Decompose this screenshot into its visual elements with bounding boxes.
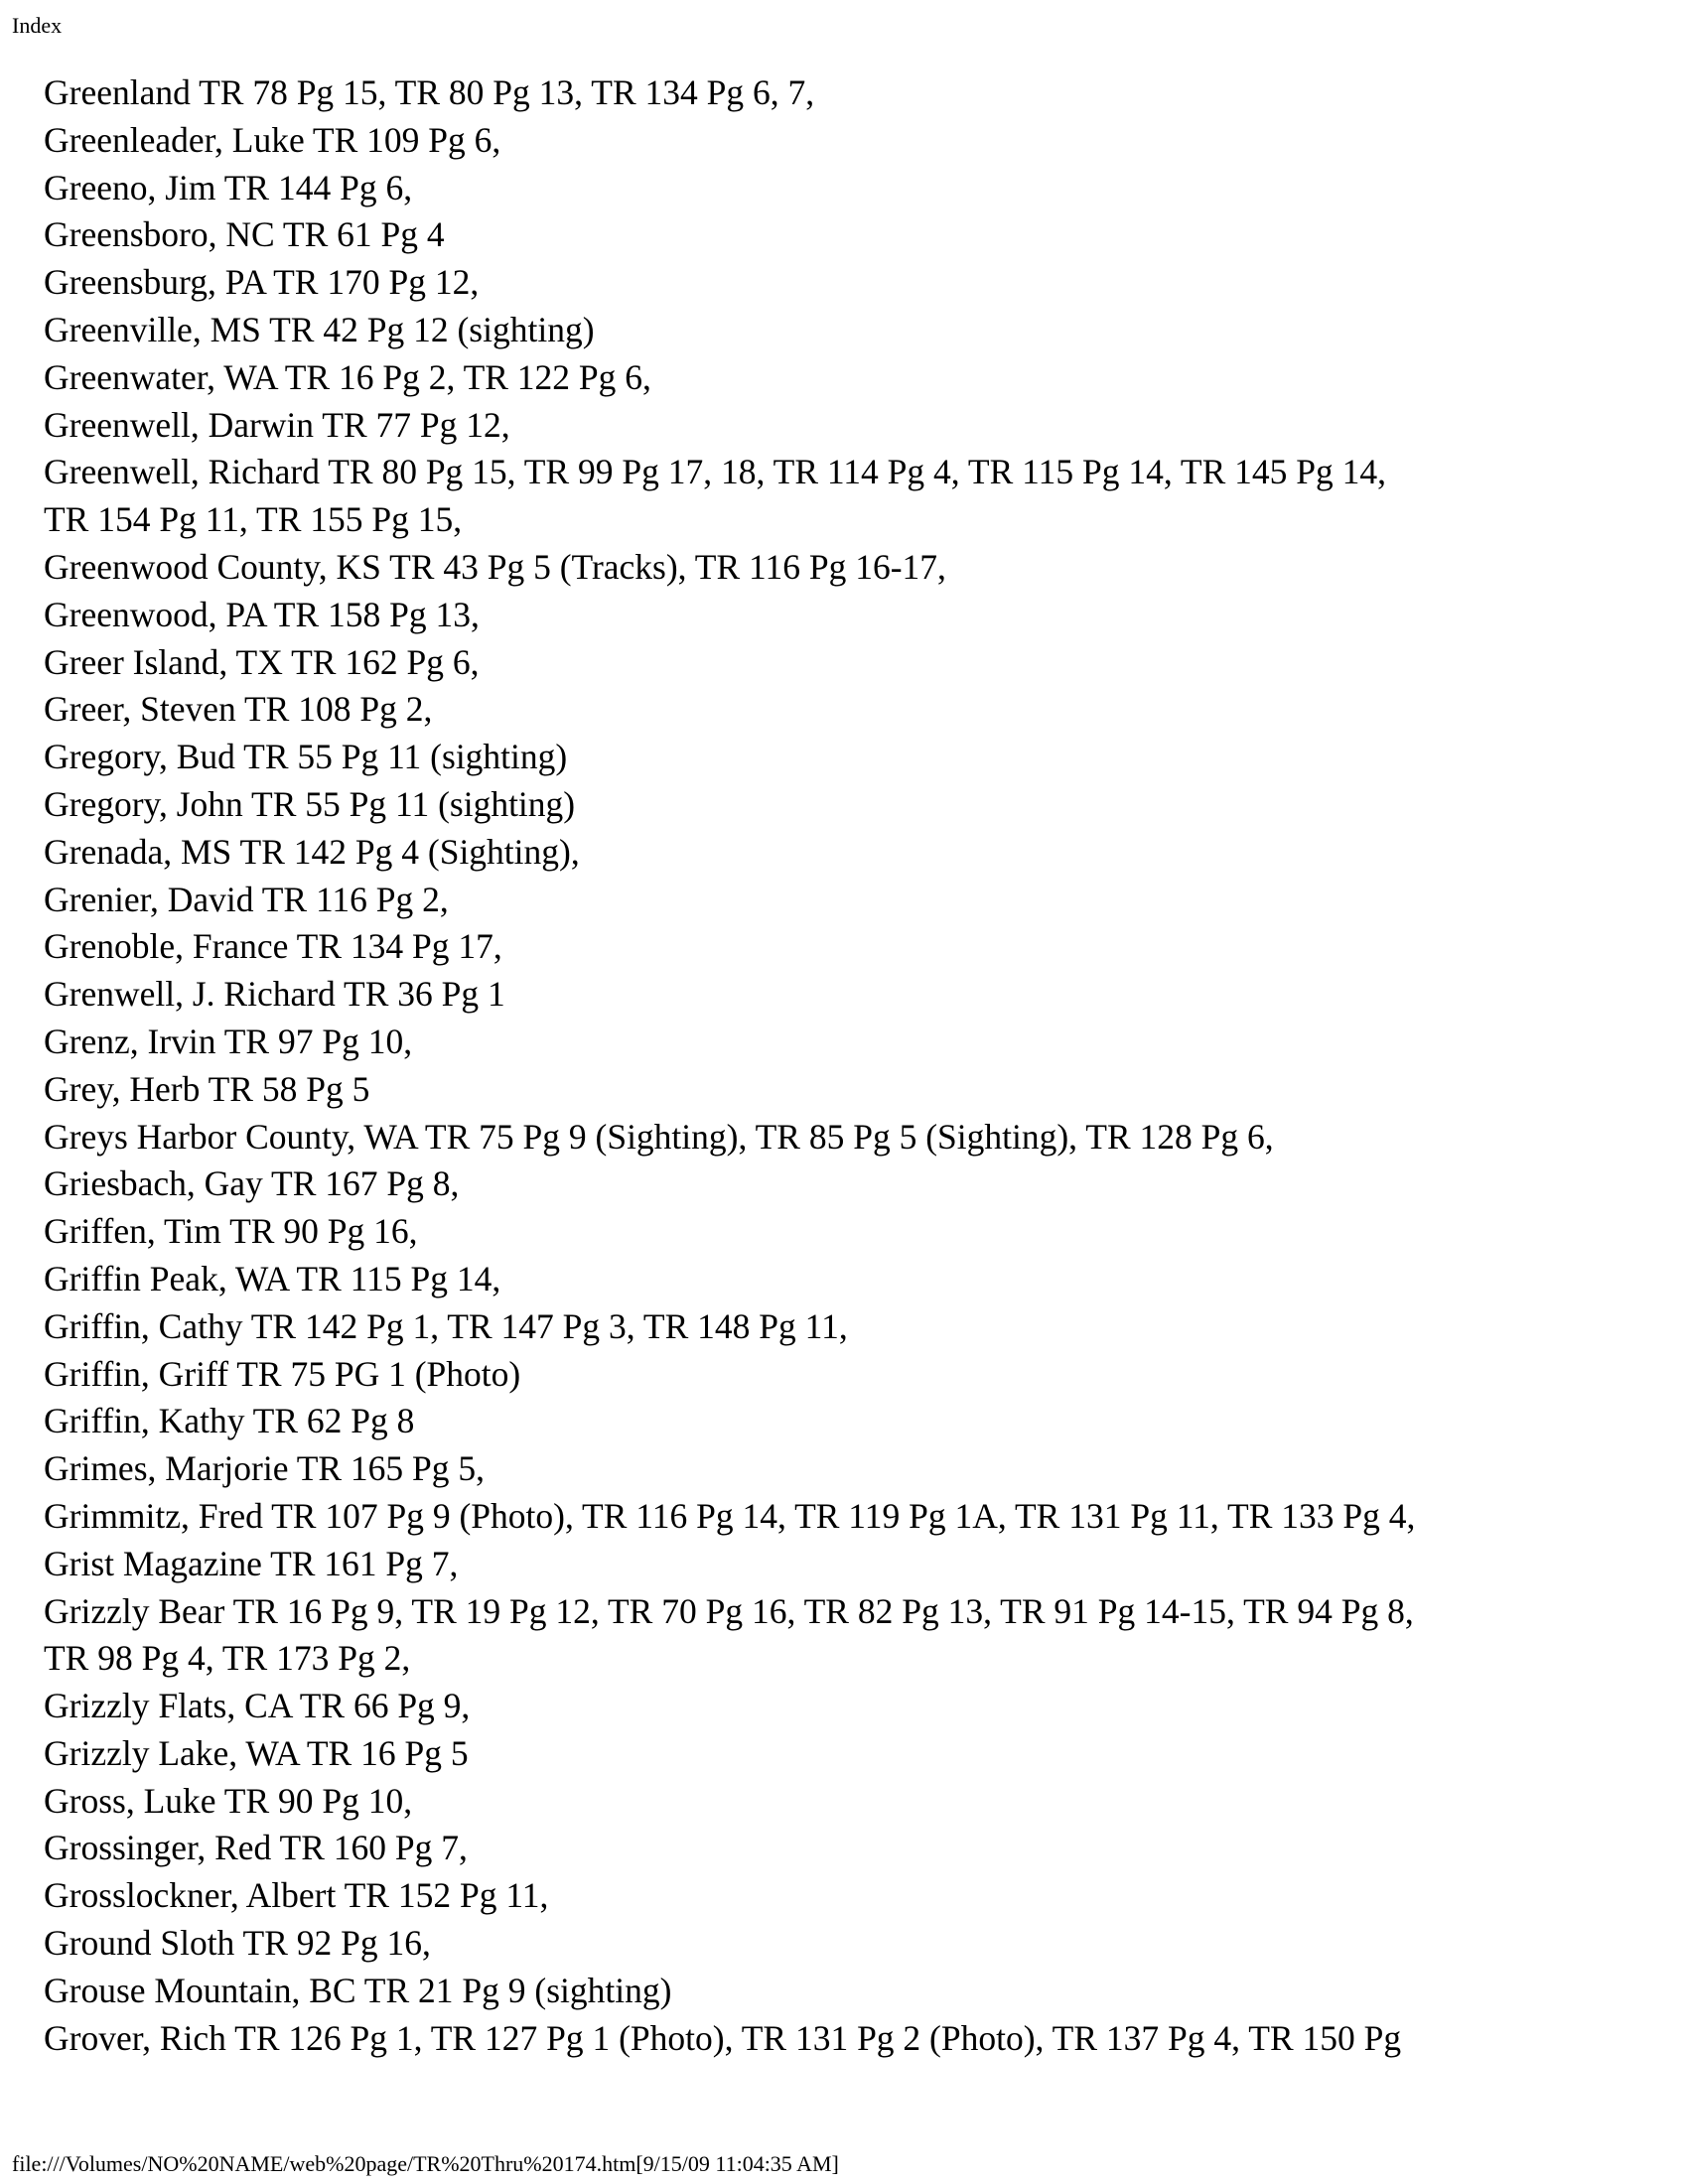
index-entry: Grimmitz, Fred TR 107 Pg 9 (Photo), TR 116 Pg 14, TR 119 Pg 1A, TR 131 Pg 11, TR 133 Pg 4, [44,1495,1416,1536]
index-entry: Grover, Rich TR 126 Pg 1, TR 127 Pg 1 (Photo), TR 131 Pg 2 (Photo), TR 137 Pg 4, TR 150 Pg [44,2017,1402,2058]
index-entry: Greenwell, Darwin TR 77 Pg 12, [44,404,510,445]
index-entry: Grouse Mountain, BC TR 21 Pg 9 (sighting) [44,1970,672,2010]
index-entry: Greenville, MS TR 42 Pg 12 (sighting) [44,309,595,349]
index-entry: Gross, Luke TR 90 Pg 10, [44,1780,413,1821]
index-entry-continuation: TR 154 Pg 11, TR 155 Pg 15, [44,499,463,540]
index-list [44,69,1652,2062]
index-entry: Grenada, MS TR 142 Pg 4 (Sighting), [44,831,580,872]
index-entry: Greenwood, PA TR 158 Pg 13, [44,594,480,634]
index-entry: Griffin, Kathy TR 62 Pg 8 [44,1401,415,1441]
index-entry: Ground Sloth TR 92 Pg 16, [44,1923,431,1964]
index-entry: Greer Island, TX TR 162 Pg 6, [44,641,480,682]
index-entry: Griffin Peak, WA TR 115 Pg 14, [44,1258,501,1298]
index-entry: Grenz, Irvin TR 97 Pg 10, [44,1021,413,1061]
index-entry: Gregory, John TR 55 Pg 11 (sighting) [44,783,576,824]
index-entry: Griesbach, Gay TR 167 Pg 8, [44,1163,460,1204]
index-entry-continuation: TR 98 Pg 4, TR 173 Pg 2, [44,1638,411,1679]
index-entry: Grenoble, France TR 134 Pg 17, [44,926,502,967]
index-entry: Grimes, Marjorie TR 165 Pg 5, [44,1448,486,1489]
page-footer-url: file:///Volumes/NO%20NAME/web%20page/TR%20Thru%20174.htm[9/15/09 11:04:35 AM] [12,2151,839,2176]
index-entry: Grenwell, J. Richard TR 36 Pg 1 [44,974,505,1015]
page-header-label: Index [12,13,63,38]
index-entry: Greer, Steven TR 108 Pg 2, [44,689,433,730]
index-entry: Greenwell, Richard TR 80 Pg 15, TR 99 Pg 17, 18, TR 114 Pg 4, TR 115 Pg 14, TR 145 Pg 14, [44,452,1387,492]
index-entry: Greeno, Jim TR 144 Pg 6, [44,167,413,207]
index-entry: Greenwater, WA TR 16 Pg 2, TR 122 Pg 6, [44,356,651,397]
index-entry: Greenwood County, KS TR 43 Pg 5 (Tracks), TR 116 Pg 16-17, [44,546,946,587]
index-entry: Greenleader, Luke TR 109 Pg 6, [44,119,501,160]
index-entry: Grenier, David TR 116 Pg 2, [44,879,449,919]
index-entry: Griffin, Griff TR 75 PG 1 (Photo) [44,1353,521,1394]
index-entry: Grizzly Flats, CA TR 66 Pg 9, [44,1686,471,1726]
index-entry: Greensburg, PA TR 170 Pg 12, [44,262,480,303]
index-entry: Griffin, Cathy TR 142 Pg 1, TR 147 Pg 3, TR 148 Pg 11, [44,1305,848,1346]
index-entry: Grist Magazine TR 161 Pg 7, [44,1543,459,1583]
index-entry: Griffen, Tim TR 90 Pg 16, [44,1211,418,1252]
index-entry: Greys Harbor County, WA TR 75 Pg 9 (Sighting), TR 85 Pg 5 (Sighting), TR 128 Pg 6, [44,1116,1274,1157]
index-entry: Gregory, Bud TR 55 Pg 11 (sighting) [44,737,568,777]
index-entry: Grossinger, Red TR 160 Pg 7, [44,1828,468,1868]
index-entry: Greensboro, NC TR 61 Pg 4 [44,214,445,255]
index-entry: Grey, Herb TR 58 Pg 5 [44,1068,370,1109]
index-entry: Grizzly Bear TR 16 Pg 9, TR 19 Pg 12, TR 70 Pg 16, TR 82 Pg 13, TR 91 Pg 14-15, TR 94 Pg 8, [44,1590,1414,1631]
index-entry: Grosslockner, Albert TR 152 Pg 11, [44,1875,549,1916]
index-entry: Grizzly Lake, WA TR 16 Pg 5 [44,1732,469,1773]
index-entry: Greenland TR 78 Pg 15, TR 80 Pg 13, TR 134 Pg 6, 7, [44,72,815,112]
